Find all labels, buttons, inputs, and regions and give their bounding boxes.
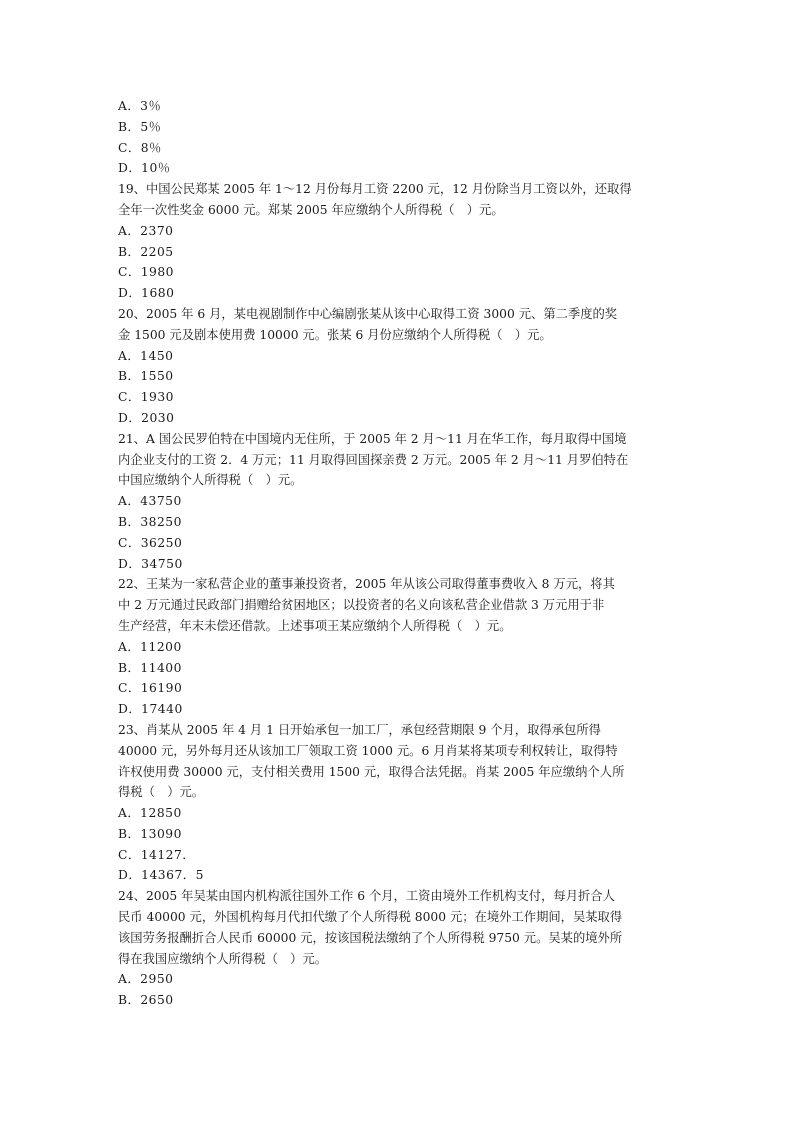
question-text-line: 中国应缴纳个人所得税（ ）元。 [118, 473, 303, 488]
question-19 [118, 179, 683, 304]
option-d: D．2030 [118, 410, 175, 425]
option-b: B．2205 [118, 244, 174, 259]
option-c: C．16190 [118, 681, 183, 696]
question-text-line: 该国劳务报酬折合人民币 60000 元，按该国税法缴纳了个人所得税 9750 元。吴某的境外所 [118, 930, 623, 945]
question-text-line: 得在我国应缴纳个人所得税（ ）元。 [118, 951, 328, 966]
question-text-line: 40000 元，另外每月还从该加工厂领取工资 1000 元。6 月肖某将某项专利权转让，取得特 [118, 743, 618, 758]
question-text-line: 19、中国公民郑某 2005 年 1～12 月份每月工资 2200 元，12 月份除当月工资以外，还取得 [118, 182, 632, 197]
option-a: A．12850 [118, 806, 182, 821]
question-text-line: 23、肖某从 2005 年 4 月 1 日开始承包一加工厂，承包经营期限 9 个月，取得承包所得 [118, 722, 601, 737]
option-b: B．5％ [118, 119, 162, 134]
option-c: C．1980 [118, 265, 175, 280]
question-text-line: 22、王某为一家私营企业的董事兼投资者，2005 年从该公司取得董事费收入 8 万元，将其 [118, 577, 615, 592]
option-b: B．1550 [118, 369, 174, 384]
option-b: B．11400 [118, 660, 182, 675]
option-a: A．11200 [118, 639, 182, 654]
option-d: D．1680 [118, 286, 175, 301]
document-page [118, 96, 683, 1011]
option-b: B．2650 [118, 993, 174, 1008]
option-c: C．14127． [118, 847, 196, 862]
question-22 [118, 574, 683, 720]
option-d: D．14367．5 [118, 868, 204, 883]
question-21 [118, 429, 683, 575]
option-a: A．2370 [118, 223, 174, 238]
question-text-line: 中 2 万元通过民政部门捐赠给贫困地区；以投资者的名义向该私营企业借款 3 万元用于非 [118, 598, 605, 613]
option-a: A．3％ [118, 99, 162, 113]
question-text-line: 金 1500 元及剧本使用费 10000 元。张某 6 月份应缴纳个人所得税（ ）元。 [118, 327, 552, 342]
question-24 [118, 886, 683, 1011]
option-d: D．17440 [118, 702, 183, 717]
question-text-line: 全年一次性奖金 6000 元。郑某 2005 年应缴纳个人所得税（ ）元。 [118, 202, 504, 217]
question-23 [118, 720, 683, 886]
option-a: A．43750 [118, 494, 182, 509]
question-text-line: 24、2005 年吴某由国内机构派往国外工作 6 个月，工资由境外工作机构支付，每月折合人 [118, 889, 615, 904]
option-a: A．1450 [118, 348, 174, 363]
question-text-line: 内企业支付的工资 2．4 万元；11 月取得回国探亲费 2 万元。2005 年 2 月～11 月罗伯特在 [118, 452, 629, 467]
question-text-line: 生产经营，年末未偿还借款。上述事项王某应缴纳个人所得税（ ）元。 [118, 618, 512, 633]
question-text-line: 得税（ ）元。 [118, 785, 205, 800]
question-text-line: 20、2005 年 6 月，某电视剧制作中心编剧张某从该中心取得工资 3000 元、第二季度的奖 [118, 306, 618, 321]
leading-options [118, 96, 683, 179]
question-text-line: 21、A 国公民罗伯特在中国境内无住所，于 2005 年 2 月～11 月在华工作，每月取得中国境 [118, 431, 627, 446]
question-text-line: 民币 40000 元，外国机构每月代扣代缴了个人所得税 8000 元；在境外工作期间，吴某取得 [118, 910, 623, 925]
option-c: C．1930 [118, 390, 175, 405]
question-20 [118, 304, 683, 429]
question-text-line: 许权使用费 30000 元，支付相关费用 1500 元，取得合法凭据。肖某 2005 年应缴纳个人所 [118, 764, 625, 779]
option-a: A．2950 [118, 972, 174, 987]
option-b: B．38250 [118, 514, 182, 529]
option-b: B．13090 [118, 826, 182, 841]
option-d: D．34750 [118, 556, 183, 571]
option-d: D．10％ [118, 161, 171, 176]
option-c: C．36250 [118, 535, 183, 550]
option-c: C．8％ [118, 140, 162, 155]
